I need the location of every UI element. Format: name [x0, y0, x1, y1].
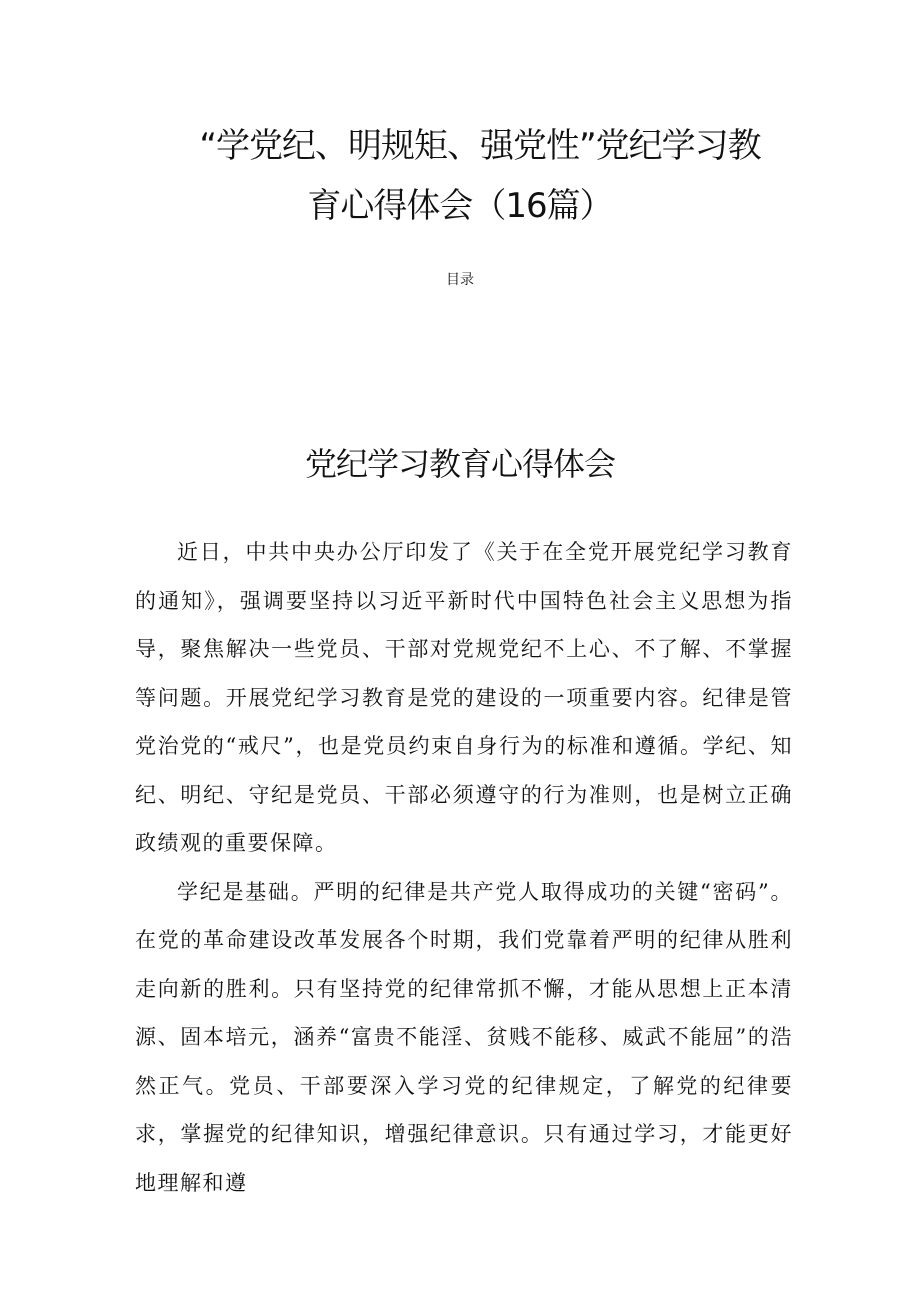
paragraph: 近日，中共中央办公厅印发了《关于在全党开展党纪学习教育的通知》，强调要坚持以习近平新时代中国特色社会主义思想为指导，聚焦解决一些党员、干部对党规党纪不上心、不了解、不掌握等问题。开展党纪学习教育是党的建设的一项重要内容。纪律是管党治党的“戒尺”，也是党员约束自身行为的标准和遵循。学纪、知纪、明纪、守纪是党员、干部必须遵守的行为准则，也是树立正确政绩观的重要保障。	[135, 540, 793, 855]
paragraph: 学纪是基础。严明的纪律是共产党人取得成功的关键“密码”。在党的革命建设改革发展各个时期，我们党靠着严明的纪律从胜利走向新的胜利。只有坚持党的纪律常抓不懈，才能从思想上正本清源、固本培元，涵养“富贵不能淫、贫贱不能移、威武不能屈”的浩然正气。党员、干部要深入学习党的纪律规定，了解党的纪律要求，掌握党的纪律知识，增强纪律意识。只有通过学习，才能更好地理解和遵	[135, 879, 793, 1195]
body-text	[135, 528, 793, 1207]
document-title-line-2: 育心得体会（16篇）	[307, 186, 613, 226]
section-title: 党纪学习教育心得体会	[304, 445, 615, 483]
table-of-contents-label: 目录	[446, 272, 474, 288]
document-title-line-1: “学党纪、明规矩、强党性”党纪学习教	[199, 126, 761, 166]
